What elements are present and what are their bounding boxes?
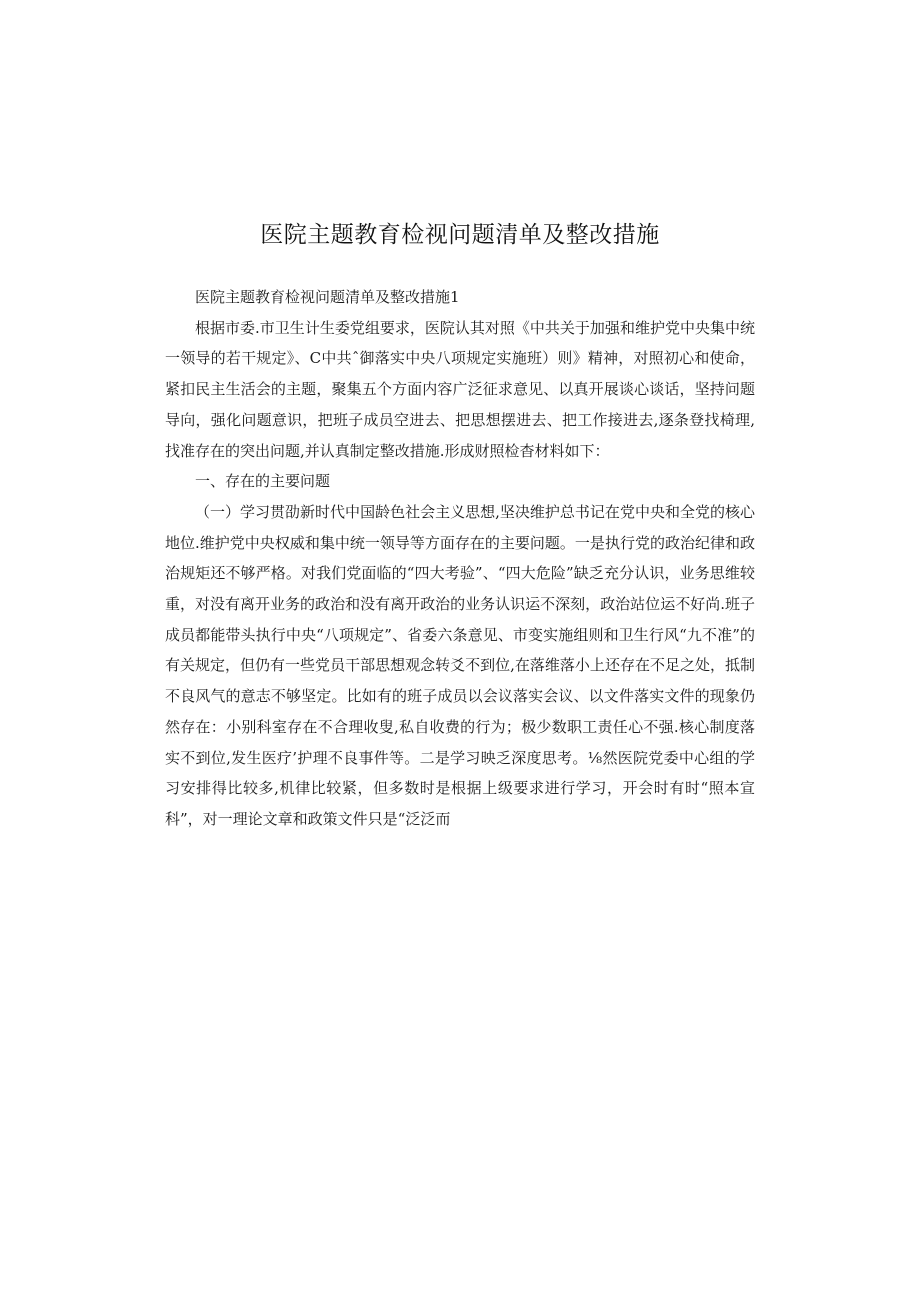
intro-paragraph: 根据市委.市卫生计生委党组要求，医院认其对照《中共关于加强和维护党中央集中统一领导的若干规定》、C中共ˆ御落实中央八项规定实施班）则》精神，对照初心和使命，紧扣民主生活会的主题，聚集五个方面内容广泛征求意见、以真开展谈心谈话，坚持问题导向，强化问题意识，把班子成员空进去、把思想摆进去、把工作接进去,逐条登找椅理,找准存在的突出问题,并认真制定整改措施.形成财照检杳材料如下： [165,318,755,460]
document-body [165,282,755,835]
page-title: 医院主题教育检视问题清单及整改措施 [260,222,660,248]
body-paragraph: （一）学习贯劭新时代中国龄色社会主义思想,坚决维护总书记在党中央和全党的核心地位.维护党中央权威和集中统一领导等方面存在的主要问题。一是执行党的政治纪律和政治规矩还不够严格。对我们党面临的“四大考验”、“四大危险”缺乏充分认识，业务思维较重，对没有离开业务的政治和没有离开政治的业务认识运不深刻，政治站位运不好尚.班子成员都能带头执行中央“八项规定”、省委六条意见、市变实施组则和卫生行风“九不准”的有关规定，但仍有一些党员干部思想观念转爻不到位,在落维落小上还存在不足之处，抵制不良风气的意志不够坚定。比如有的班子成员以会议落实会议、以文件落实文件的现象仍然存在：小别科室存在不合理收叟,私自收费的行为；极少数职工责任心不强.核心制度落实不到位,发生医疗’护理不良事件等。二是学习映乏深度思考。⅛然医院党委中心组的学习安排得比较多,机律比较紧，但多数时是根据上级要求进行学习，开会时有时“照本宣科”，对一理论文章和政策文件只是“泛泛而 [165,502,755,828]
subtitle-paragraph: 医院主题教育检视问题清单及整改措施1 [195,288,460,306]
section-heading: 一、存在的主要问题 [195,472,331,491]
